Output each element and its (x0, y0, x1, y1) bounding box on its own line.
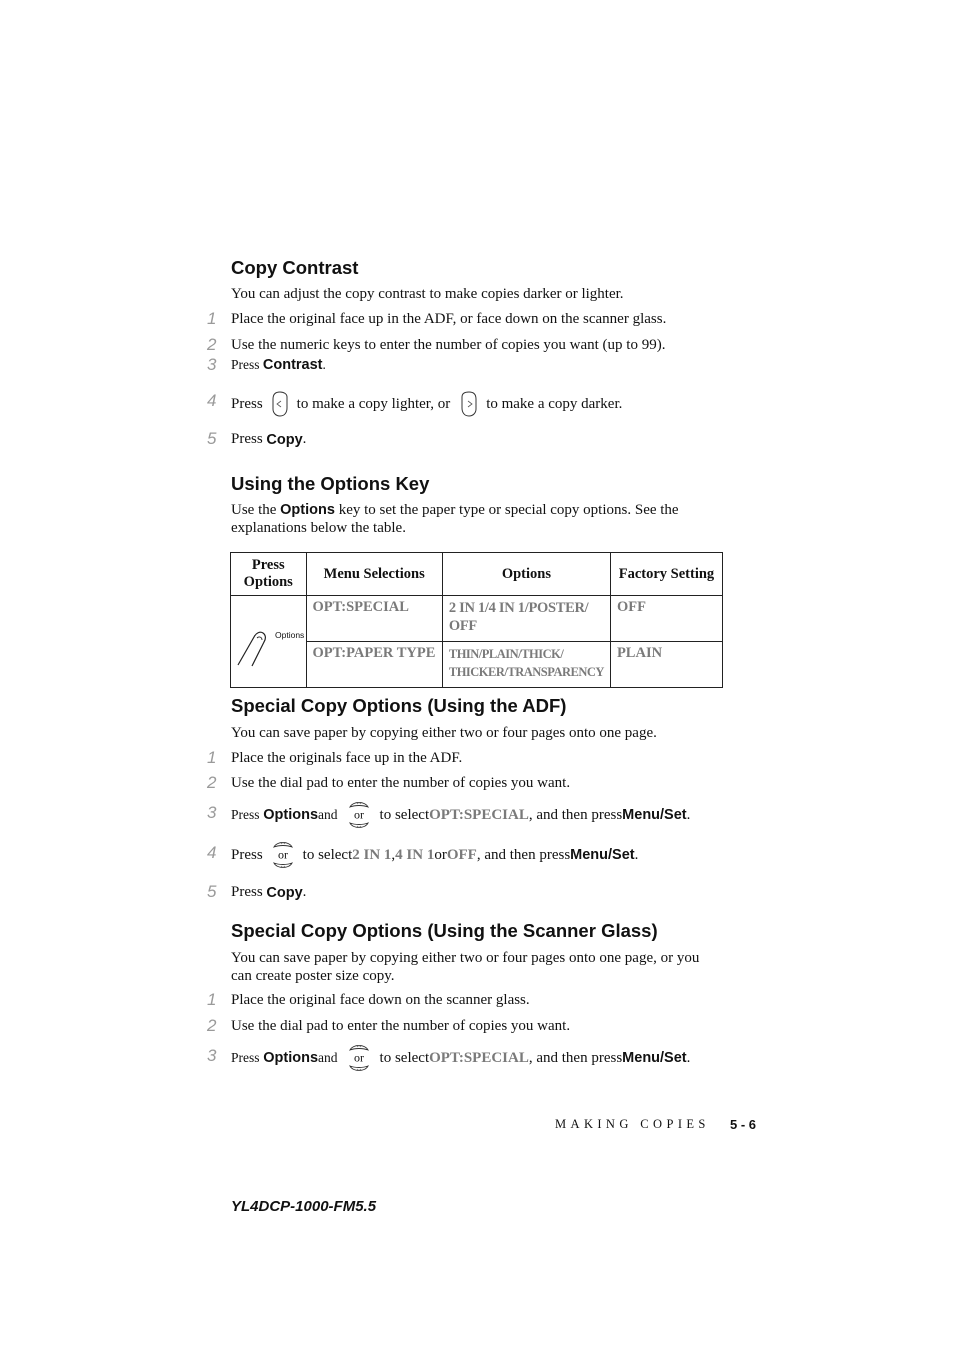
step-text-part: to make a copy darker. (486, 395, 623, 412)
step-text-part: and (318, 1050, 338, 1065)
step-text-part: . (686, 1049, 691, 1066)
step-number: 5 (207, 429, 217, 448)
options-value: OFF (448, 618, 477, 634)
col-header-factory-setting: Factory Setting (610, 553, 722, 596)
step-text-part: Press (231, 884, 263, 900)
contrast-key-label: Contrast (262, 357, 323, 373)
step-text: Place the original face down on the scanner glass. (231, 992, 530, 1008)
step-text-part: , and then press (476, 846, 571, 863)
options-value: THICKER/TRANSPARENCY (448, 665, 604, 679)
menu-set-key-label: Menu/Set (622, 807, 687, 823)
step-text (231, 431, 306, 448)
step-text-part: to make a copy lighter, or (296, 395, 451, 412)
up-or-down-key-icon (347, 798, 371, 832)
step-number: 3 (207, 803, 217, 822)
or-label: or (353, 807, 364, 822)
contrast-left-key-icon (271, 391, 289, 417)
step-text: Use the dial pad to enter the number of copies you want. (231, 1018, 571, 1034)
step-text: Use the numeric keys to enter the number of copies you want (up to 99). (231, 337, 666, 353)
step-text (231, 357, 326, 373)
step-text (231, 798, 690, 832)
options-key-cell (231, 596, 307, 688)
up-or-down-key-icon (347, 1041, 371, 1075)
step-text-part: . (634, 846, 639, 863)
menu-set-key-label: Menu/Set (570, 847, 635, 863)
step-text-part: , and then press (528, 1049, 623, 1066)
contrast-right-key-icon (460, 391, 478, 417)
step-text-part: , and then press (528, 806, 623, 823)
options-cell (442, 642, 610, 688)
step-number: 2 (207, 335, 217, 354)
intro-text-part: key to set the paper type or special copy options. See the explanations below the table. (231, 502, 679, 536)
col-header-options: Options (442, 553, 610, 596)
intro-text-part: Use the (231, 502, 281, 518)
options-key-intro (231, 501, 711, 537)
step-number: 3 (207, 355, 217, 374)
step-text-part: Press (231, 395, 263, 412)
col-header-menu-selections: Menu Selections (306, 553, 442, 596)
step-text-part: Press (231, 846, 263, 863)
options-key-label: Options (263, 807, 319, 823)
options-key-label: Options (263, 1050, 319, 1066)
step-text (231, 391, 622, 417)
step-text: Place the originals face up in the ADF. (231, 750, 463, 766)
col-header-press-options: Press Options (231, 553, 307, 596)
options-key-caption: Options (275, 630, 305, 640)
special-adf-intro: You can save paper by copying either two or four pages onto one page. (231, 725, 657, 741)
copy-key-label: Copy (266, 884, 303, 901)
section-title-copy-contrast: Copy Contrast (231, 257, 359, 278)
running-head: MAKING COPIES (555, 1117, 710, 1131)
step-number: 4 (207, 843, 217, 862)
step-text-part: Press (231, 1050, 260, 1065)
factory-setting-cell: OFF (610, 596, 722, 642)
step-text-part: and (318, 807, 338, 822)
copy-contrast-intro: You can adjust the copy contrast to make copies darker or lighter. (231, 286, 624, 302)
step-text (231, 884, 306, 901)
menu-opt-paper-type: OPT:PAPER TYPE (306, 642, 442, 688)
options-cell (442, 596, 610, 642)
lcd-2-in-1: 2 IN 1 (352, 846, 392, 863)
step-number: 2 (207, 773, 217, 792)
step-text-part: . (302, 884, 307, 900)
table-row (231, 596, 723, 642)
step-number: 1 (207, 748, 217, 767)
step-text-part: to select (302, 846, 353, 863)
step-text-part: Press (231, 431, 263, 447)
special-glass-intro: You can save paper by copying either two or four pages onto one page, or you can create poster size copy. (231, 950, 700, 984)
lcd-opt-special: OPT:SPECIAL (429, 1049, 529, 1066)
section-title-options-key: Using the Options Key (231, 473, 430, 494)
table-header-row (231, 553, 723, 596)
step-text-part: , (391, 846, 396, 863)
or-label: or (353, 1050, 364, 1065)
factory-setting-cell: PLAIN (610, 642, 722, 688)
step-text (231, 838, 638, 872)
lcd-off: OFF (446, 846, 477, 863)
step-text: Place the original face up in the ADF, or face down on the scanner glass. (231, 311, 667, 327)
page-number: 5 - 6 (730, 1117, 757, 1132)
step-number: 3 (207, 1046, 217, 1065)
step-text-part: to select (379, 806, 430, 823)
step-text-part: Press (231, 357, 260, 372)
step-text-part: . (686, 806, 691, 823)
step-text-part: Press (231, 807, 260, 822)
finger-pressing-options-key-icon (232, 609, 304, 669)
step-text-part: to select (379, 1049, 430, 1066)
lcd-opt-special: OPT:SPECIAL (429, 806, 529, 823)
step-text-part: . (322, 357, 326, 372)
step-text: Use the dial pad to enter the number of copies you want. (231, 775, 571, 791)
step-number: 4 (207, 391, 217, 410)
menu-opt-special: OPT:SPECIAL (306, 596, 442, 642)
step-number: 2 (207, 1016, 217, 1035)
copy-key-label: Copy (266, 431, 303, 448)
lcd-4-in-1: 4 IN 1 (395, 846, 435, 863)
options-value: 2 IN 1/4 IN 1/POSTER/ (448, 600, 589, 616)
step-number: 1 (207, 990, 217, 1009)
step-number: 5 (207, 882, 217, 901)
step-text (231, 1041, 690, 1075)
options-value: THIN/PLAIN/THICK/ (448, 647, 564, 661)
document-id: YL4DCP-1000-FM5.5 (231, 1198, 377, 1215)
step-number: 1 (207, 309, 217, 328)
options-table (230, 552, 723, 688)
section-title-special-adf: Special Copy Options (Using the ADF) (231, 695, 567, 716)
or-label: or (277, 847, 288, 862)
up-or-down-key-icon (271, 838, 295, 872)
options-key-label: Options (280, 502, 335, 518)
section-title-special-scanner-glass: Special Copy Options (Using the Scanner Glass) (231, 920, 658, 941)
step-text-part: . (302, 431, 307, 447)
step-text-part: or (434, 846, 447, 863)
menu-set-key-label: Menu/Set (622, 1050, 687, 1066)
